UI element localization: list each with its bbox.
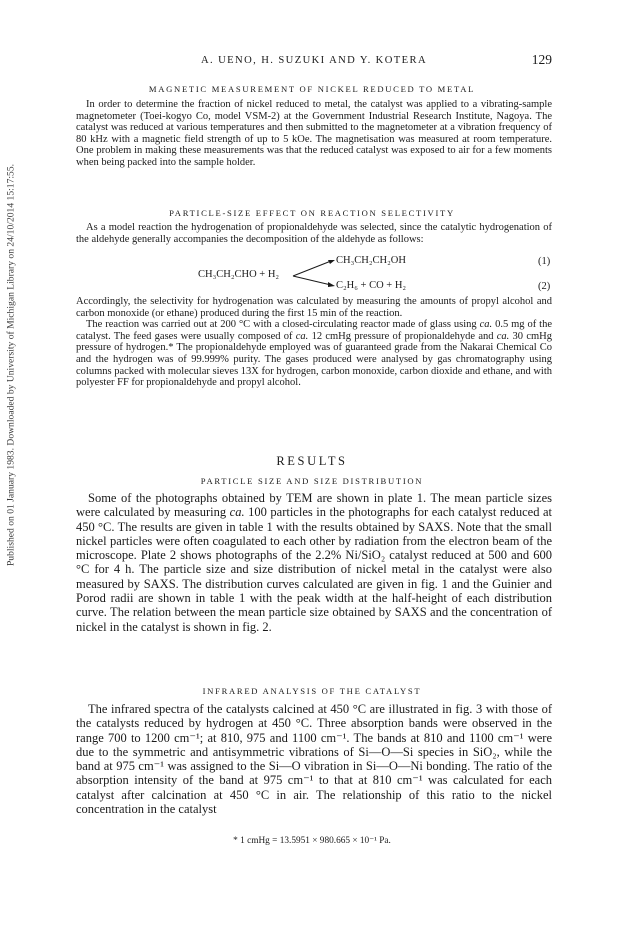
paragraph-selectivity-intro [76,222,552,245]
method-text-b-block [76,319,552,389]
arrow-to-product1 [293,261,331,276]
footnote: * 1 cmHg = 13.5951 × 980.665 × 10⁻¹ Pa. [233,836,391,846]
publication-sidebar-note [1,130,21,600]
arrow-head-1 [328,260,335,264]
section-heading-magnetic: MAGNETIC MEASUREMENT OF NICKEL REDUCED TO METAL [148,84,476,94]
method-text-c: 0.5 mg of the catalyst. The feed gases were usually composed of [76,319,553,342]
method-ca-2: ca. [295,330,309,342]
size-text-a: Some of the photographs obtained by TEM are shown in plate 1. The mean particle sizes were calculated by measuring [76,491,552,520]
paragraph-selectivity-intro-text: As a model reaction the hydrogenation of propionaldehyde was selected, since the catalytic hydrogenation of the aldehyde generally accompanies the decomposition of the aldehyde as follows: [76,222,552,245]
equation-label2: (2) [538,281,551,292]
paragraph-selectivity-method [76,296,552,389]
section-heading-infrared: INFRARED ANALYSIS OF THE CATALYST [202,686,422,696]
size-distribution-block [76,491,552,634]
equation-label1: (1) [538,256,551,267]
infrared-text: The infrared spectra of the catalysts calcined at 450 °C are illustrated in fig. 3 with those of the catalysts reduced by hydrogen at 450 °C. Three absorption bands were observed in the range 700 to 1200 cm⁻¹; at 810, 975 and 1100 cm⁻¹. The bands at 810 and 1100 cm⁻¹ were due to the symmetric and antisymmetric vibrations of Si—O—Si species in SiO₂, while the band at 975 cm⁻¹ was assigned to the Si—O vibration in Si—O—Ni bonding. The ratio of the absorption intensity of the band at 975 cm⁻¹ to that at 810 cm⁻¹ was calculated for each catalyst after calcination at 450 °C in air. The relationship of this ratio to the nickel concentration in the catalyst [76,702,552,817]
reaction-equation [0,255,624,295]
size-ca: ca. [229,505,245,520]
size-text-b: 100 particles in the photographs for each catalyst reduced at 450 °C. The results are given in table 1 with the results obtained by SAXS. Note that the small nickel particles were often coagulated to each other by radiation from the electron beam of the microscope. Plate 2 shows photographs of the 2.2% Ni/SiO₂ catalyst reduced at 500 and 600 °C for 4 h. The particle size and size distribution of nickel metal in the catalyst were also measured by SAXS. The distribution curves calculated are given in fig. 1 and the Guinier and Porod radii are shown in table 1 with the peak width at the half-height of each distribution curve. The relation between the mean particle size obtained by SAXS and the concentration of nickel in the catalyst is shown in fig. 2. [76,505,552,634]
arrow-head-2 [328,282,335,287]
page-number: 129 [531,52,552,67]
method-text-e: 30 cmHg pressure of hydrogen.* The propionaldehyde employed was of guaranteed grade from the Nakarai Chemical Co and the hydrogen was of 99.999% purity. The gases produced were analysed by gas chromatography using columns packed with molecular sieves 13X for hydrogen, carbon monoxide, carbon dioxide and ethane, and with polyester FF for propionaldehyde and propyl alcohol. [76,330,552,389]
paragraph-magnetic-text: In order to determine the fraction of nickel reduced to metal, the catalyst was applied to a vibrating-sample magnetometer (Toei-kogyo Co, model VSM-2) at the Government Industrial Research Institute, Nagoya. The catalyst was reduced at various temperatures and then submitted to the magnetometer at a vibration frequency of 80 kHz with a magnetic field strength of up to 5 kOe. The magnetisation was measured at room temperature. One problem in making these measurements was that the reduced catalyst was exposed to air for a few moments when being packed into the sample holder. [76,99,552,168]
method-ca-1: ca. [479,319,493,331]
equation-reactant: CH₃CH₂CHO + H₂ [198,269,280,280]
method-text-d: 12 cmHg pressure of propionaldehyde and [308,330,497,342]
paragraph-magnetic [76,99,552,169]
page-header [76,53,552,71]
section-heading-selectivity: PARTICLE-SIZE EFFECT ON REACTION SELECTIVITY [169,208,455,218]
method-ca-3: ca. [496,330,510,342]
equation-product2: C₂H₆ + CO + H₂ [336,280,407,291]
paragraph-size-distribution [76,491,552,634]
method-text-a: Accordingly, the selectivity for hydrogenation was calculated by measuring the amounts of propyl alcohol and carbon monoxide (or ethane) produced during the first 15 min of the reaction. [76,296,552,319]
equation-product1: CH₃CH₂CH₂OH [336,255,406,266]
sidebar-note-text: Published on 01 January 1983. Downloaded by University of Michigan Library on 24/10/2014 15:17:55. [5,163,17,567]
results-heading: RESULTS [276,454,348,468]
arrow-to-product2 [293,276,331,285]
reaction-arrows [0,255,624,295]
method-text-b: The reaction was carried out at 200 °C with a closed-circulating reactor made of glass using [86,319,477,331]
section-heading-size-distribution: PARTICLE SIZE AND SIZE DISTRIBUTION [200,476,424,486]
paragraph-infrared [76,702,552,816]
running-head-authors: A. UENO, H. SUZUKI AND Y. KOTERA [200,55,428,66]
